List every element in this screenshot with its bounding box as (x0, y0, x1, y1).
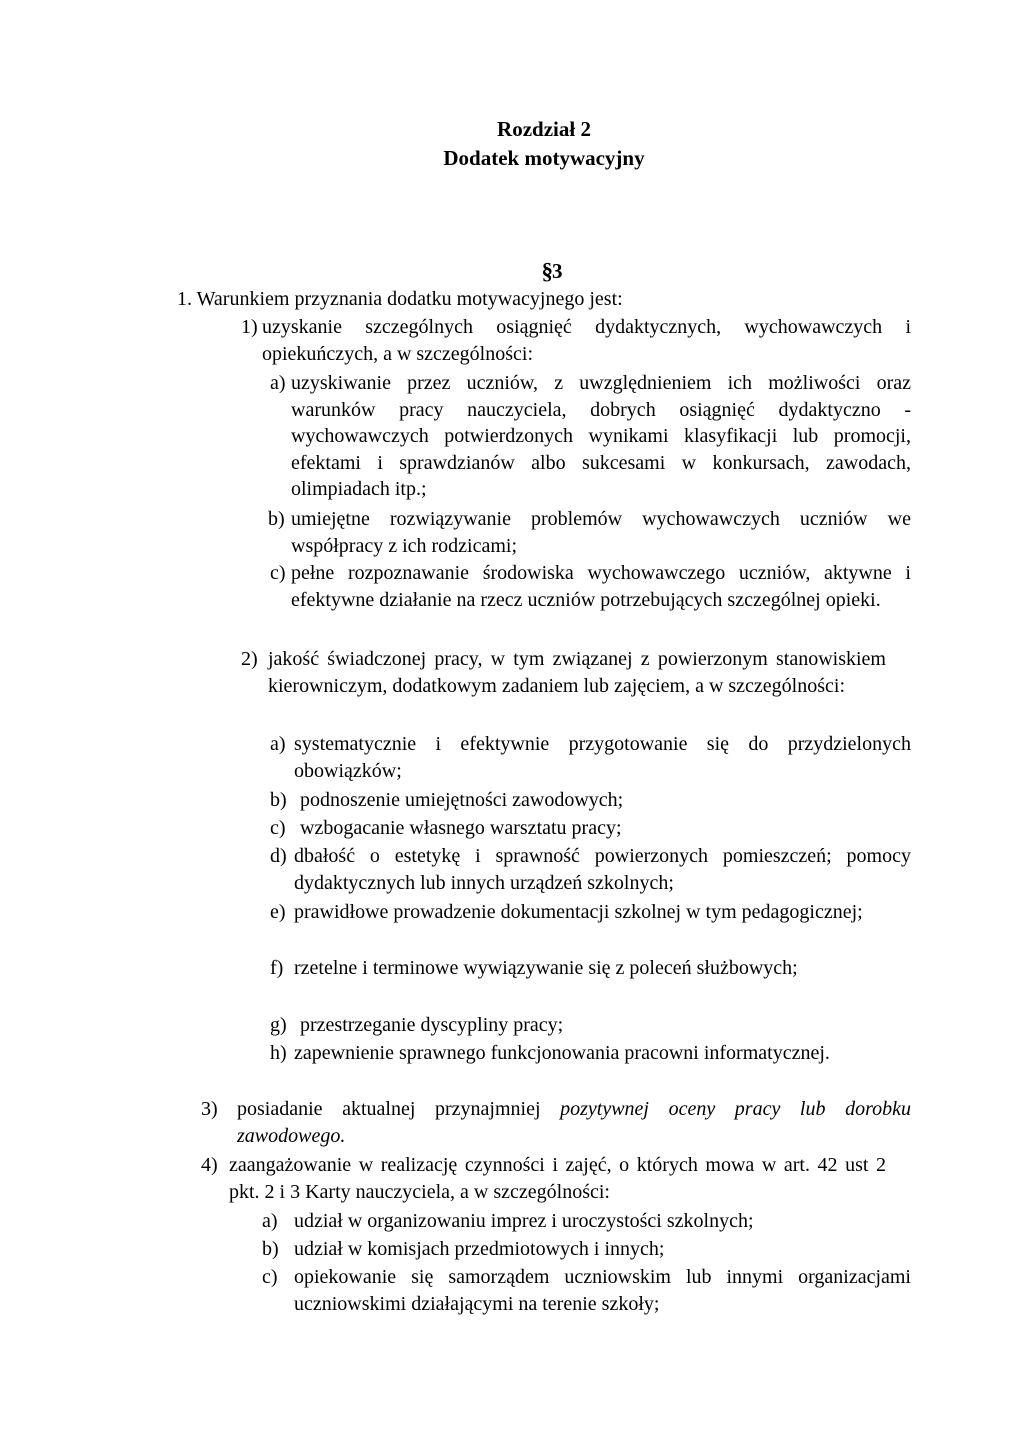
sub-item-label: b) (270, 789, 287, 811)
sub-item-text: dbałość o estetykę i sprawność powierzonych pomieszczeń; pomocy dydaktycznych lub innych urządzeń szkolnych; (294, 845, 911, 894)
section-heading (0, 258, 1024, 285)
sub-item-text: opiekowanie się samorządem uczniowskim lub innymi organizacjami uczniowskimi działającymi na terenie szkoły; (294, 1266, 911, 1315)
sub-item-2b (270, 787, 911, 814)
list-item-text: uzyskanie szczególnych osiągnięć dydaktycznych, wychowawczych i opiekuńczych, a w szczególności: (262, 316, 911, 365)
list-item-label: 4) (201, 1154, 218, 1176)
sub-item-text: udział w komisjach przedmiotowych i innych; (294, 1238, 665, 1260)
sub-item-label: d) (270, 845, 287, 867)
sub-item-label: a) (270, 733, 286, 755)
list-item-1 (241, 314, 911, 367)
sub-item-2h (270, 1040, 911, 1067)
list-item-label: 1) (241, 316, 258, 338)
list-item-4 (201, 1152, 886, 1205)
sub-item-2e (270, 899, 911, 926)
sub-item-text: pełne rozpoznawanie środowiska wychowawczego uczniów, aktywne i efektywne działanie na rzecz uczniów potrzebujących szczególnej opieki. (291, 562, 911, 611)
intro-paragraph (177, 286, 737, 313)
sub-item-label: b) (262, 1238, 279, 1260)
sub-item-4b (262, 1236, 911, 1263)
sub-item-2f (270, 955, 911, 982)
list-item-text: jakość świadczonej pracy, w tym związanej z powierzonym stanowiskiem kierowniczym, dodatkowym zadaniem lub zajęciem, a w szczególności: (268, 648, 886, 697)
sub-item-label: g) (270, 1014, 287, 1036)
list-item-text (237, 1096, 911, 1149)
sub-item-text: podnoszenie umiejętności zawodowych; (300, 789, 624, 811)
sub-item-text: uzyskiwanie przez uczniów, z uwzględnieniem ich możliwości oraz warunków pracy nauczyciela, dobrych osiągnięć dydaktyczno - wychowawczych potwierdzonych wynikami klasyfikacji lub promocji, efektami i sprawdzianów albo sukcesami w konkursach, zawodach, olimpiadach itp.; (291, 372, 911, 500)
sub-item-text: zapewnienie sprawnego funkcjonowania pracowni informatycznej. (294, 1042, 830, 1064)
section-number: 3 (552, 259, 563, 283)
sub-item-text: prawidłowe prowadzenie dokumentacji szkolnej w tym pedagogicznej; (294, 901, 863, 923)
sub-item-text: umiejętne rozwiązywanie problemów wychowawczych uczniów we współpracy z ich rodzicami; (291, 508, 911, 557)
list-item-label: 2) (241, 648, 258, 670)
chapter-title: Dodatek motywacyjny (443, 146, 645, 170)
sub-item-label: b) (268, 508, 285, 530)
sub-item-label: c) (270, 817, 286, 839)
sub-item-text: przestrzeganie dyscypliny pracy; (300, 1014, 564, 1036)
sub-item-1c (270, 560, 911, 613)
section-symbol: § (540, 257, 553, 285)
sub-item-label: h) (270, 1042, 287, 1064)
sub-item-label: c) (270, 562, 286, 584)
sub-item-4a (262, 1208, 911, 1235)
list-item-3 (201, 1096, 911, 1149)
sub-item-text: rzetelne i terminowe wywiązywanie się z poleceń służbowych; (294, 957, 798, 979)
sub-item-2a (270, 731, 911, 784)
sub-item-label: f) (270, 957, 284, 979)
sub-item-2g (270, 1012, 911, 1039)
list-item-2 (241, 646, 886, 699)
sub-item-text: udział w organizowaniu imprez i uroczystości szkolnych; (294, 1210, 754, 1232)
chapter-number: Rozdział 2 (497, 117, 591, 141)
list-item-text-plain: posiadanie aktualnej przynajmniej (237, 1098, 541, 1120)
list-item-text: zaangażowanie w realizację czynności i zajęć, o których mowa w art. 42 ust 2 pkt. 2 i 3 Karty nauczyciela, a w szczególności: (229, 1154, 886, 1203)
sub-item-2d (270, 843, 911, 896)
sub-item-label: e) (270, 901, 286, 923)
sub-item-1b (268, 506, 911, 559)
sub-item-1a (270, 370, 911, 503)
sub-item-text: wzbogacanie własnego warsztatu pracy; (300, 817, 622, 839)
list-item-text-italic: pozytywnej oceny pracy lub dorobku zawodowego. (237, 1098, 911, 1147)
list-item-label: 3) (201, 1098, 218, 1120)
intro-label: 1. (177, 288, 192, 310)
sub-item-text: systematycznie i efektywnie przygotowanie się do przydzielonych obowiązków; (294, 733, 911, 782)
sub-item-label: a) (270, 372, 286, 394)
intro-text: Warunkiem przyznania dodatku motywacyjnego jest: (196, 288, 623, 310)
sub-item-2c (270, 815, 911, 842)
sub-item-label: c) (262, 1266, 278, 1288)
sub-item-4c (262, 1264, 911, 1317)
sub-item-label: a) (262, 1210, 278, 1232)
